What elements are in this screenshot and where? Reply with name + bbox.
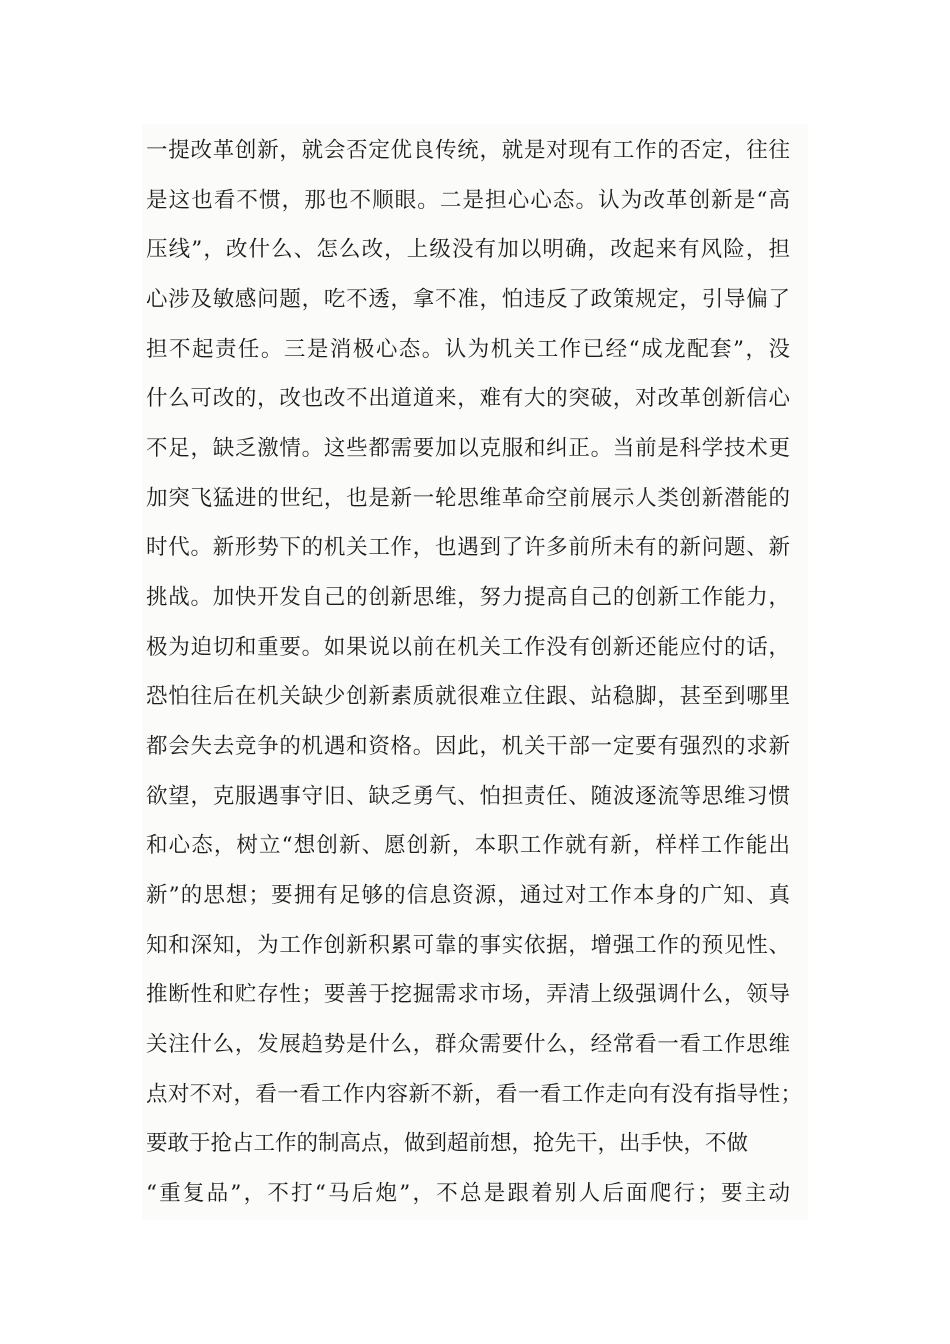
- text-line: 时代。新形势下的机关工作，也遇到了许多前所未有的新问题、新: [146, 535, 790, 560]
- text-line: 是这也看不惯，那也不顺眼。二是担心心态。认为改革创新是“高: [146, 188, 790, 213]
- text-line: 都会失去竞争的机遇和资格。因此，机关干部一定要有强烈的求新: [146, 734, 790, 759]
- text-line: 压线”，改什么、怎么改，上级没有加以明确，改起来有风险，担: [146, 237, 790, 262]
- text-line: 要敢于抢占工作的制高点，做到超前想，抢先干，出手快，不做: [146, 1131, 749, 1156]
- text-line: 点对不对，看一看工作内容新不新，看一看工作走向有没有指导性；: [146, 1082, 802, 1107]
- body-text-block: [142, 124, 808, 1220]
- text-line: 担不起责任。三是消极心态。认为机关工作已经“成龙配套”，没: [146, 337, 790, 362]
- text-line: 新”的思想；要拥有足够的信息资源，通过对工作本身的广知、真: [146, 883, 790, 908]
- text-line: 一提改革创新，就会否定优良传统，就是对现有工作的否定，往往: [146, 138, 790, 163]
- text-line: 挑战。加快开发自己的创新思维，努力提高自己的创新工作能力，: [146, 585, 790, 610]
- text-line: 极为迫切和重要。如果说以前在机关工作没有创新还能应付的话，: [146, 635, 790, 660]
- text-line: 知和深知，为工作创新积累可靠的事实依据，增强工作的预见性、: [146, 933, 790, 958]
- text-line: “重复品”，不打“马后炮”，不总是跟着别人后面爬行；要主动: [146, 1181, 790, 1206]
- text-line: 不足，缺乏激情。这些都需要加以克服和纠正。当前是科学技术更: [146, 436, 790, 461]
- text-line: 关注什么，发展趋势是什么，群众需要什么，经常看一看工作思维: [146, 1032, 790, 1057]
- text-line: 什么可改的，改也改不出道道来，难有大的突破，对改革创新信心: [146, 386, 790, 411]
- text-line: 推断性和贮存性；要善于挖掘需求市场，弄清上级强调什么，领导: [146, 982, 790, 1007]
- text-line: 恐怕往后在机关缺少创新素质就很难立住跟、站稳脚，甚至到哪里: [146, 684, 790, 709]
- text-line: 加突飞猛进的世纪，也是新一轮思维革命空前展示人类创新潜能的: [146, 486, 790, 511]
- text-line: 欲望，克服遇事守旧、缺乏勇气、怕担责任、随波逐流等思维习惯: [146, 784, 790, 809]
- text-line: 和心态，树立“想创新、愿创新，本职工作就有新，样样工作能出: [146, 833, 790, 858]
- text-line: 心涉及敏感问题，吃不透，拿不准，怕违反了政策规定，引导偏了: [146, 287, 790, 312]
